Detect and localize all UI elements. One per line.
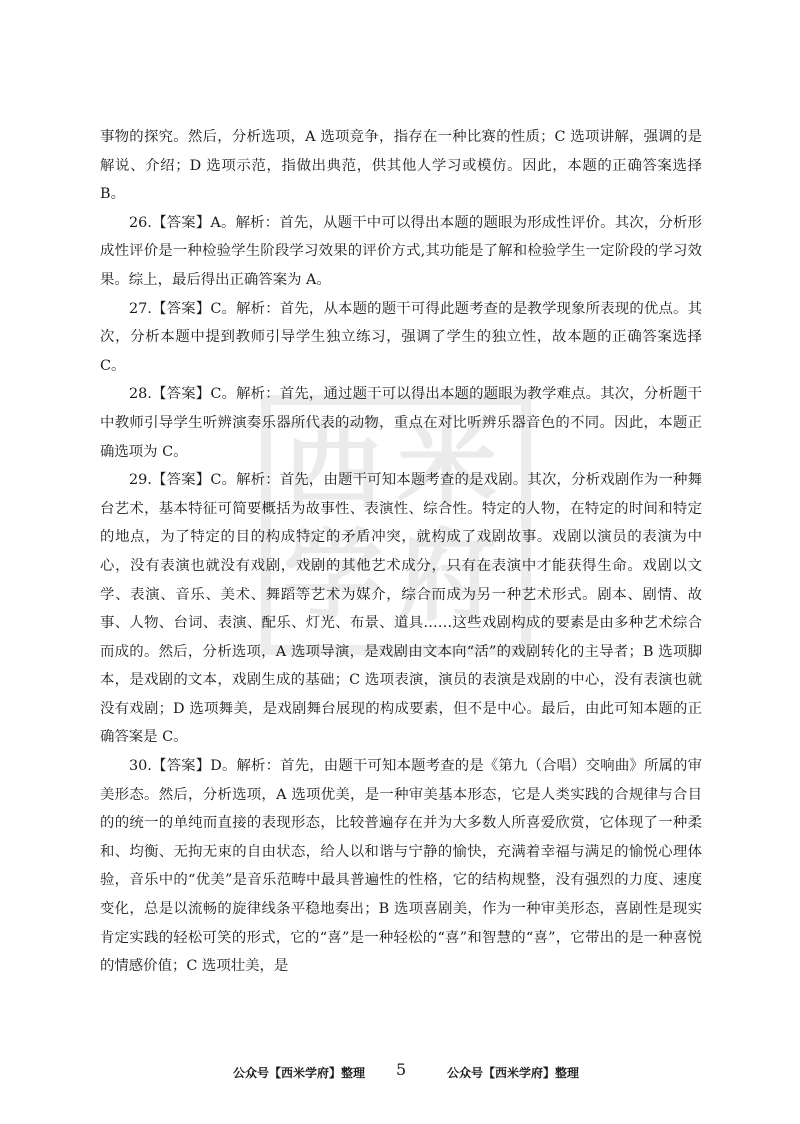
paragraph-continuation: 事物的探究。然后，分析选项，A 选项竞争，指存在一种比赛的性质；C 选项讲解，强调的是解说、介绍；D 选项示范，指做出典范，供其他人学习或模仿。因此，本题的正确答案选择 B。: [100, 129, 702, 203]
answer-26: 26.【答案】A。解析：首先，从题干中可以得出本题的题眼为形成性评价。其次，分析形成性评价是一种检验学生阶段学习效果的评价方式,其功能是了解和检验学生一定阶段的学习效果。综上，最后得出正确答案为 A。: [100, 214, 702, 288]
answer-30: 30.【答案】D。解析：首先，由题干可知本题考查的是《第九（合唱）交响曲》所属的审美形态。然后，分析选项，A 选项优美，是一种审美基本形态，它是人类实践的合规律与合目的的统一的单纯而直接的表现形态，比较普遍存在并为大多数人所喜爱欣赏，它体现了一种柔和、均衡、无拘无束的自由状态，给人以和谐与宁静的愉快，充满着幸福与满足的愉悦心理体验，音乐中的“优美”是音乐范畴中最具普遍性的性格，它的结构规整，没有强烈的力度、速度变化，总是以流畅的旋律线条平稳地奏出；B 选项喜剧美，作为一种审美形态，喜剧性是现实肯定实践的轻松可笑的形式，它的“喜”是一种轻松的“喜”和智慧的“喜”，它带出的是一种喜悦的情感价值；C 选项壮美，是: [100, 758, 702, 975]
watermark-char-3: 学: [283, 518, 383, 635]
footer-left-note: 公众号【西米学府】整理: [233, 1066, 366, 1080]
footer-right-note: 公众号【西米学府】整理: [447, 1066, 580, 1080]
document-body: [100, 123, 702, 981]
watermark-char-4: 府: [397, 518, 497, 635]
page-number: 5: [396, 1060, 407, 1079]
watermark-char-2: 米: [397, 406, 497, 523]
watermark-char-1: 西: [283, 406, 383, 523]
answer-27: 27.【答案】C。解析：首先，从本题的题干可得此题考查的是教学现象所表现的优点。其次，分析本题中提到教师引导学生独立练习，强调了学生的独立性，故本题的正确答案选择 C。: [100, 300, 702, 374]
page-footer: [0, 1060, 800, 1084]
answer-29: 29.【答案】C。解析：首先，由题干可知本题考查的是戏剧。其次，分析戏剧作为一种舞台艺术，基本特征可简要概括为故事性、表演性、综合性。特定的人物，在特定的时间和特定的地点，为了特定的目的构成特定的矛盾冲突，就构成了戏剧故事。戏剧以演员的表演为中心，没有表演也就没有戏剧，戏剧的其他艺术成分，只有在表演中才能获得生命。戏剧以文学、表演、音乐、美术、舞蹈等艺术为媒介，综合而成为另一种艺术形式。剧本、剧情、故事、人物、台词、表演、配乐、灯光、布景、道具……这些戏剧构成的要素是由多种艺术综合而成的。然后，分析选项，A 选项导演，是戏剧由文本向“活”的戏剧转化的主导者；B 选项脚本，是戏剧的文本，戏剧生成的基础；C 选项表演，演员的表演是戏剧的中心，没有表演也就没有戏剧；D 选项舞美，是戏剧舞台展现的构成要素，但不是中心。最后，由此可知本题的正确答案是 C。: [100, 472, 702, 746]
answer-28: 28.【答案】C。解析：首先，通过题干可以得出本题的题眼为教学难点。其次，分析题干中教师引导学生听辨演奏乐器所代表的动物，重点在对比听辨乐器音色的不同。因此，本题正确选项为 C。: [100, 386, 702, 460]
